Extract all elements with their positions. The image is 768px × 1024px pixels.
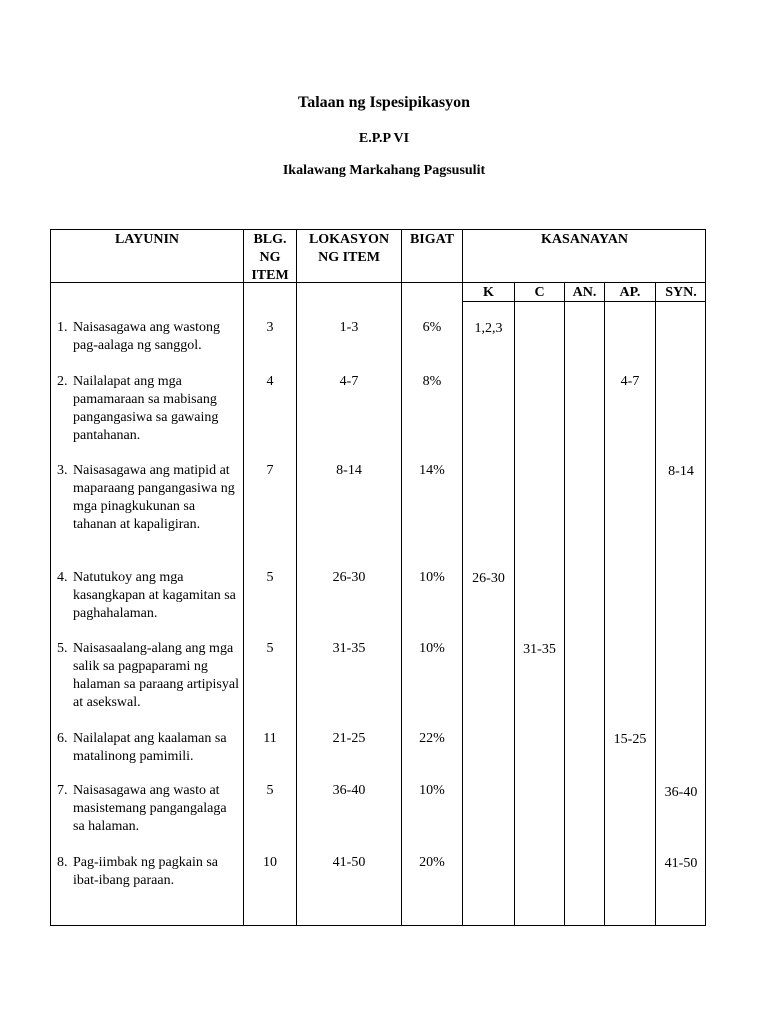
cell-blg: 11 [263, 731, 277, 746]
header-syn: SYN. [665, 285, 697, 300]
header-blg-line3: ITEM [251, 268, 289, 283]
cell-lokasyon: 41-50 [332, 855, 366, 870]
objective-text: Nailalapat ang kaalaman sa matalinong pamimili. [73, 731, 227, 764]
cell-blg: 10 [263, 855, 277, 870]
header-lokasyon-line2: NG ITEM [318, 250, 380, 265]
cell-k: 1,2,3 [474, 321, 503, 336]
objective-number: 1. [57, 320, 68, 335]
cell-lokasyon: 31-35 [332, 641, 366, 656]
cell-bigat: 10% [419, 783, 445, 798]
header-row-divider [50, 282, 706, 283]
cell-c: 31-35 [523, 642, 556, 657]
cell-bigat: 22% [419, 731, 445, 746]
table-row-objective [57, 319, 241, 355]
cell-ap: 15-25 [613, 732, 647, 747]
table-row-objective [57, 854, 241, 890]
cell-bigat: 6% [422, 320, 442, 335]
header-c: C [534, 285, 545, 300]
objective-text: Naisasagawa ang matipid at maparaang pangangasiwa ng mga pinagkukunan sa tahanan at kapaligiran. [73, 463, 235, 532]
header-lokasyon-line1: LOKASYON [308, 232, 390, 247]
column-divider [564, 283, 565, 926]
cell-blg: 3 [266, 320, 274, 335]
objective-number: 8. [57, 855, 68, 870]
document-title: Talaan ng Ispesipikasyon [298, 94, 470, 111]
objective-number: 6. [57, 731, 68, 746]
header-ap: AP. [619, 285, 641, 300]
cell-lokasyon: 1-3 [339, 320, 359, 335]
header-blg-line1: BLG. [253, 232, 287, 247]
cell-bigat: 10% [419, 641, 445, 656]
cell-blg: 7 [266, 463, 274, 478]
header-an: AN. [572, 285, 597, 300]
header-layunin: LAYUNIN [114, 232, 180, 247]
cell-bigat: 8% [422, 374, 442, 389]
table-row-objective [57, 640, 241, 712]
objective-number: 4. [57, 570, 68, 585]
cell-syn: 8-14 [668, 464, 694, 479]
cell-bigat: 20% [419, 855, 445, 870]
objective-number: 5. [57, 641, 68, 656]
objective-text: Naisasagawa ang wasto at masistemang pangangalaga sa halaman. [73, 783, 227, 834]
objective-number: 7. [57, 783, 68, 798]
table-row-objective [57, 782, 241, 836]
header-bigat: BIGAT [409, 232, 455, 247]
cell-ap: 4-7 [620, 374, 640, 389]
objective-number: 2. [57, 374, 68, 389]
objective-text: Natutukoy ang mga kasangkapan at kagamitan sa paghahalaman. [73, 570, 236, 621]
cell-blg: 5 [266, 641, 274, 656]
cell-lokasyon: 4-7 [339, 374, 359, 389]
exam-title: Ikalawang Markahang Pagsusulit [282, 163, 486, 178]
cell-lokasyon: 36-40 [332, 783, 366, 798]
cell-bigat: 10% [419, 570, 445, 585]
objective-text: Nailalapat ang mga pamamaraan sa mabisang pangangasiwa sa gawaing pantahanan. [73, 374, 219, 443]
objective-text: Pag-iimbak ng pagkain sa ibat-ibang paraan. [73, 855, 219, 888]
table-row-objective [57, 373, 241, 445]
header-blg-line2: NG [259, 250, 281, 265]
header-k: K [483, 285, 494, 300]
column-divider [514, 283, 515, 926]
cell-blg: 4 [266, 374, 274, 389]
objective-text: Naisasaalang-alang ang mga salik sa pagpaparami ng halaman sa paraang artipisyal at asekswal. [73, 641, 239, 710]
table-row-objective [57, 730, 241, 766]
header-lokasyon [297, 231, 401, 267]
header-kasanayan: KASANAYAN [541, 232, 628, 247]
header-blg [244, 231, 296, 285]
table-row-objective [57, 462, 241, 534]
objective-text: Naisasagawa ang wastong pag-aalaga ng sanggol. [73, 320, 220, 353]
column-divider [655, 283, 656, 926]
cell-syn: 41-50 [664, 856, 698, 871]
cell-k: 26-30 [472, 571, 505, 586]
objective-number: 3. [57, 463, 68, 478]
subject-title: E.P.P VI [358, 131, 410, 146]
cell-blg: 5 [266, 783, 274, 798]
table-row-objective [57, 569, 241, 623]
cell-lokasyon: 26-30 [332, 570, 366, 585]
cell-bigat: 14% [419, 463, 445, 478]
cell-lokasyon: 8-14 [336, 463, 362, 478]
cell-blg: 5 [266, 570, 274, 585]
cell-lokasyon: 21-25 [332, 731, 366, 746]
cell-syn: 36-40 [664, 785, 698, 800]
